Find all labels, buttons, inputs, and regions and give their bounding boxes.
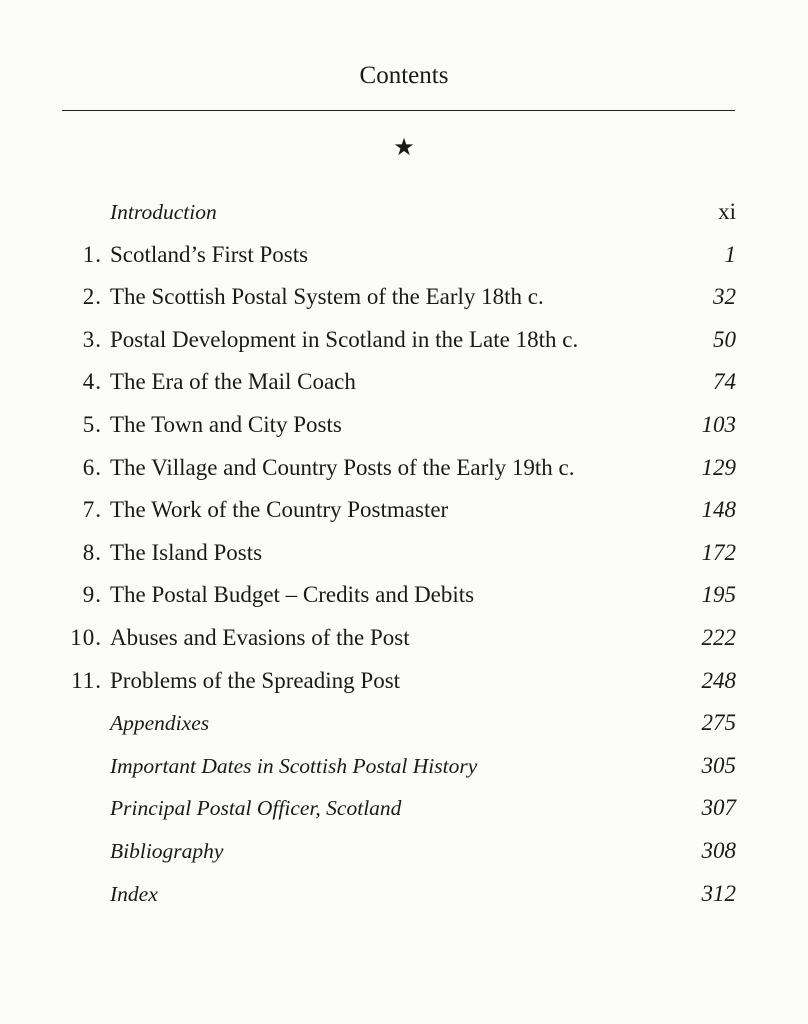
toc-entry-introduction xyxy=(0,191,808,234)
toc-entry-important-dates xyxy=(0,745,808,788)
entry-title: Important Dates in Scottish Postal History xyxy=(110,753,478,778)
entry-title: The Village and Country Posts of the Early 19th c. xyxy=(110,454,575,480)
entry-page: 275 xyxy=(701,710,736,736)
entry-number: 10. xyxy=(70,624,102,650)
entry-title: Scotland’s First Posts xyxy=(110,241,309,267)
toc-entry-chapter-2 xyxy=(0,276,808,319)
entry-page: 308 xyxy=(701,837,736,863)
toc-entry-principal-postal-officer xyxy=(0,787,808,830)
entry-title: The Island Posts xyxy=(110,539,263,565)
entry-page: 172 xyxy=(701,539,736,565)
entry-page: 195 xyxy=(701,582,736,608)
table-of-contents xyxy=(0,191,808,915)
entry-page: 103 xyxy=(701,411,736,437)
toc-entry-chapter-10 xyxy=(0,617,808,660)
entry-page: 305 xyxy=(701,752,736,778)
toc-entry-chapter-3 xyxy=(0,319,808,362)
entry-number: 8. xyxy=(82,539,102,565)
entry-title: The Postal Budget – Credits and Debits xyxy=(110,582,475,608)
entry-page: 74 xyxy=(713,369,736,395)
toc-entry-chapter-5 xyxy=(0,404,808,447)
entry-page: 1 xyxy=(724,241,736,267)
entry-title: Introduction xyxy=(110,200,217,224)
entry-number: 4. xyxy=(82,369,102,395)
entry-number: 1. xyxy=(82,241,102,267)
entry-page: 50 xyxy=(713,326,736,352)
entry-page: 129 xyxy=(701,454,736,480)
entry-page: 248 xyxy=(701,667,736,693)
entry-title: Bibliography xyxy=(110,838,224,863)
entry-title: The Scottish Postal System of the Early 18th c. xyxy=(110,284,544,310)
toc-entry-chapter-8 xyxy=(0,532,808,575)
entry-page: xi xyxy=(718,199,736,224)
entry-number: 9. xyxy=(82,582,102,608)
toc-entry-chapter-4 xyxy=(0,361,808,404)
entry-page: 307 xyxy=(701,795,736,821)
entry-title: The Era of the Mail Coach xyxy=(110,369,356,395)
entry-page: 148 xyxy=(701,497,736,523)
entry-title: Abuses and Evasions of the Post xyxy=(110,624,410,650)
toc-entry-chapter-11 xyxy=(0,660,808,703)
toc-entry-appendixes xyxy=(0,702,808,745)
entry-number: 2. xyxy=(82,284,102,310)
entry-number: 5. xyxy=(82,411,102,437)
entry-title: Postal Development in Scotland in the Late 18th c. xyxy=(110,326,579,352)
entry-title: The Town and City Posts xyxy=(110,411,342,437)
page-title: Contents xyxy=(359,62,449,89)
star-ornament: ★ xyxy=(393,135,415,161)
entry-title: The Work of the Country Postmaster xyxy=(110,497,449,523)
title-rule xyxy=(62,110,735,111)
entry-title: Appendixes xyxy=(110,711,210,736)
entry-number: 11. xyxy=(71,667,102,693)
toc-entry-chapter-7 xyxy=(0,489,808,532)
toc-entry-chapter-1 xyxy=(0,234,808,277)
entry-number: 6. xyxy=(82,454,102,480)
toc-entry-bibliography xyxy=(0,830,808,873)
entry-page: 312 xyxy=(701,880,736,906)
entry-number: 3. xyxy=(82,326,102,352)
entry-page: 32 xyxy=(713,284,736,310)
entry-title: Principal Postal Officer, Scotland xyxy=(110,796,402,821)
entry-page: 222 xyxy=(701,624,736,650)
entry-title: Problems of the Spreading Post xyxy=(110,667,401,693)
entry-title: Index xyxy=(110,881,158,906)
toc-entry-chapter-9 xyxy=(0,574,808,617)
toc-entry-chapter-6 xyxy=(0,447,808,490)
toc-entry-index xyxy=(0,873,808,916)
entry-number: 7. xyxy=(82,497,102,523)
